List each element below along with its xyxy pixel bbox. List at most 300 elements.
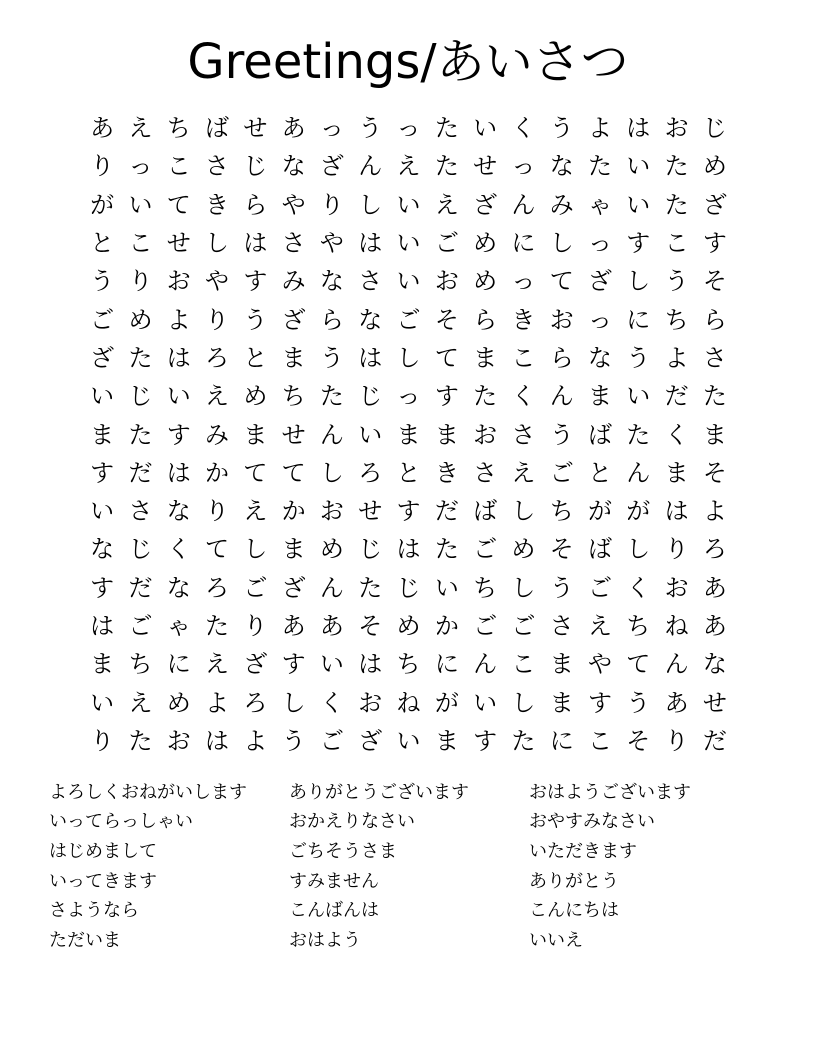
grid-cell: た — [511, 726, 536, 755]
grid-cell: う — [664, 267, 689, 296]
grid-cell: ま — [281, 535, 306, 564]
grid-cell: そ — [434, 305, 459, 334]
grid-cell: た — [626, 420, 651, 449]
word-list-item: いってきます — [49, 870, 157, 892]
grid-row — [83, 454, 734, 492]
grid-cell: い — [90, 382, 115, 411]
grid-cell: あ — [281, 612, 306, 640]
grid-cell: た — [128, 343, 153, 372]
grid-cell: っ — [396, 382, 421, 411]
grid-cell: せ — [702, 688, 727, 717]
grid-cell: う — [626, 343, 651, 372]
grid-cell: み — [281, 267, 306, 296]
grid-cell: さ — [511, 420, 536, 449]
grid-cell: す — [473, 726, 498, 755]
grid-cell: め — [473, 229, 498, 258]
grid-cell: た — [473, 382, 498, 411]
grid-cell: た — [128, 726, 153, 755]
grid-cell: ご — [434, 229, 459, 258]
grid-cell: す — [396, 497, 421, 526]
grid-cell: そ — [626, 726, 651, 755]
grid-cell: う — [358, 114, 383, 143]
grid-cell: せ — [358, 497, 383, 526]
grid-row — [83, 262, 734, 300]
grid-cell: か — [434, 612, 459, 640]
grid-row — [83, 377, 734, 415]
grid-cell: じ — [128, 382, 153, 411]
grid-cell: さ — [702, 343, 727, 372]
grid-cell: ご — [396, 305, 421, 334]
grid-cell: と — [243, 343, 268, 372]
word-list-row — [49, 808, 769, 838]
grid-cell: り — [90, 152, 115, 181]
grid-cell: え — [243, 497, 268, 526]
grid-cell: に — [434, 650, 459, 679]
grid-cell: り — [205, 305, 230, 334]
grid-cell: ら — [702, 305, 727, 334]
grid-cell: っ — [511, 152, 536, 181]
grid-cell: や — [281, 190, 306, 219]
grid-cell: そ — [549, 535, 574, 564]
grid-cell: す — [434, 382, 459, 411]
grid-cell: う — [626, 688, 651, 717]
grid-cell: い — [396, 229, 421, 258]
grid-cell: こ — [511, 343, 536, 372]
grid-cell: ご — [243, 573, 268, 602]
grid-cell: ま — [664, 458, 689, 487]
word-list-row — [49, 926, 769, 956]
grid-cell: お — [664, 573, 689, 602]
grid-cell: す — [166, 420, 191, 449]
grid-cell: す — [90, 573, 115, 602]
grid-cell: い — [396, 726, 421, 755]
grid-cell: し — [358, 190, 383, 219]
grid-cell: た — [205, 612, 230, 640]
grid-cell: お — [434, 267, 459, 296]
grid-cell: た — [434, 152, 459, 181]
grid-cell: う — [90, 267, 115, 296]
grid-cell: ろ — [358, 458, 383, 487]
grid-cell: じ — [358, 382, 383, 411]
grid-cell: く — [511, 382, 536, 411]
grid-cell: お — [549, 305, 574, 334]
grid-cell: や — [588, 650, 612, 679]
grid-cell: う — [319, 343, 344, 372]
grid-cell: は — [664, 497, 689, 526]
grid-cell: た — [128, 420, 153, 449]
grid-cell: ん — [319, 420, 344, 449]
grid-row — [83, 300, 734, 338]
grid-cell: ち — [473, 573, 498, 602]
grid-cell: え — [396, 152, 421, 181]
grid-cell: そ — [702, 458, 727, 487]
grid-cell: く — [511, 114, 536, 143]
grid-cell: さ — [128, 497, 153, 526]
grid-cell: り — [205, 497, 230, 526]
grid-cell: り — [243, 612, 268, 640]
grid-cell: う — [549, 420, 574, 449]
grid-cell: ま — [702, 420, 727, 449]
grid-cell: あ — [702, 612, 727, 640]
word-list-item: すみません — [289, 870, 379, 892]
grid-cell: せ — [281, 420, 306, 449]
grid-cell: み — [549, 190, 574, 219]
page-title: Greetings/あいさつ — [187, 34, 629, 90]
grid-row — [83, 683, 734, 721]
grid-cell: い — [166, 382, 191, 411]
grid-cell: ち — [166, 114, 191, 143]
grid-row — [83, 339, 734, 377]
grid-cell: ご — [511, 612, 536, 640]
grid-cell: ん — [511, 190, 536, 219]
grid-row — [83, 415, 734, 453]
grid-cell: い — [626, 152, 651, 181]
word-list-item: さようなら — [49, 900, 139, 922]
grid-row — [83, 607, 734, 645]
grid-cell: し — [549, 229, 574, 258]
grid-cell: ん — [549, 382, 574, 411]
grid-cell: あ — [702, 573, 727, 602]
grid-cell: お — [358, 688, 383, 717]
grid-cell: ろ — [243, 688, 268, 717]
grid-cell: さ — [473, 458, 498, 487]
grid-cell: ま — [434, 420, 459, 449]
grid-cell: く — [319, 688, 344, 717]
grid-cell: め — [702, 152, 727, 181]
grid-cell: ざ — [243, 650, 268, 679]
word-list-item: ありがとうございます — [289, 781, 469, 803]
grid-cell: よ — [205, 688, 230, 717]
grid-cell: ご — [473, 535, 498, 564]
grid-cell: ろ — [205, 573, 230, 602]
grid-cell: ざ — [281, 305, 306, 334]
grid-cell: か — [281, 497, 306, 526]
grid-cell: て — [166, 190, 191, 219]
grid-row — [83, 224, 734, 262]
grid-cell: た — [319, 382, 344, 411]
grid-cell: ば — [588, 420, 612, 449]
grid-cell: め — [396, 612, 421, 640]
grid-cell: ざ — [702, 190, 727, 219]
grid-cell: や — [319, 229, 344, 258]
grid-cell: は — [358, 229, 383, 258]
grid-cell: り — [128, 267, 153, 296]
letter-grid — [83, 109, 734, 760]
grid-cell: な — [281, 152, 306, 181]
grid-cell: に — [549, 726, 574, 755]
grid-cell: さ — [549, 612, 574, 640]
grid-cell: よ — [702, 497, 727, 526]
grid-cell: お — [473, 420, 498, 449]
grid-cell: み — [205, 420, 230, 449]
grid-cell: し — [511, 573, 536, 602]
grid-row — [83, 722, 734, 760]
grid-cell: ら — [473, 305, 498, 334]
grid-cell: え — [511, 458, 536, 487]
grid-cell: な — [90, 535, 115, 564]
grid-cell: し — [281, 688, 306, 717]
grid-cell: ざ — [588, 267, 612, 296]
grid-cell: は — [626, 114, 651, 143]
grid-cell: い — [626, 190, 651, 219]
grid-cell: ら — [319, 305, 344, 334]
grid-cell: え — [128, 688, 153, 717]
grid-cell: ろ — [702, 535, 727, 564]
grid-cell: ざ — [90, 343, 115, 372]
word-list-item: ありがとう — [529, 870, 619, 892]
grid-row — [83, 147, 734, 185]
grid-cell: ご — [128, 612, 153, 640]
grid-cell: い — [626, 382, 651, 411]
word-list-item: こんばんは — [289, 900, 379, 922]
grid-cell: く — [664, 420, 689, 449]
grid-cell: さ — [205, 152, 230, 181]
grid-cell: ご — [319, 726, 344, 755]
grid-cell: ざ — [319, 152, 344, 181]
grid-cell: そ — [702, 267, 727, 296]
grid-cell: っ — [588, 305, 612, 334]
word-list-item: いただきます — [529, 840, 637, 862]
grid-cell: よ — [166, 305, 191, 334]
word-list-item: ただいま — [49, 929, 121, 951]
grid-cell: じ — [702, 114, 727, 143]
grid-cell: よ — [664, 343, 689, 372]
grid-cell: じ — [396, 573, 421, 602]
word-list-item: いってらっしゃい — [49, 811, 193, 833]
grid-cell: か — [205, 458, 230, 487]
grid-cell: き — [511, 305, 536, 334]
grid-cell: し — [243, 535, 268, 564]
grid-cell: じ — [243, 152, 268, 181]
grid-cell: さ — [358, 267, 383, 296]
grid-cell: お — [319, 497, 344, 526]
grid-cell: く — [166, 535, 191, 564]
grid-cell: す — [243, 267, 268, 296]
word-list-item: おかえりなさい — [289, 811, 415, 833]
grid-row — [83, 530, 734, 568]
grid-cell: は — [166, 458, 191, 487]
grid-cell: ち — [128, 650, 153, 679]
grid-cell: い — [434, 573, 459, 602]
grid-cell: っ — [588, 229, 612, 258]
grid-cell: ご — [588, 573, 612, 602]
word-list — [49, 778, 769, 956]
word-list-row — [49, 867, 769, 897]
grid-cell: は — [396, 535, 421, 564]
grid-cell: め — [128, 305, 153, 334]
grid-cell: こ — [664, 229, 689, 258]
grid-row — [83, 645, 734, 683]
grid-cell: と — [588, 458, 612, 487]
grid-cell: ま — [549, 650, 574, 679]
grid-cell: お — [664, 114, 689, 143]
grid-cell: き — [205, 190, 230, 219]
grid-cell: し — [511, 688, 536, 717]
grid-cell: す — [281, 650, 306, 679]
grid-row — [83, 186, 734, 224]
grid-cell: ろ — [205, 343, 230, 372]
grid-cell: し — [511, 497, 536, 526]
grid-cell: こ — [511, 650, 536, 679]
grid-cell: い — [396, 190, 421, 219]
grid-cell: あ — [281, 114, 306, 143]
grid-cell: り — [664, 726, 689, 755]
grid-cell: め — [511, 535, 536, 564]
grid-cell: ご — [549, 458, 574, 487]
grid-cell: ざ — [281, 573, 306, 602]
grid-cell: う — [281, 726, 306, 755]
grid-cell: い — [128, 190, 153, 219]
grid-cell: お — [166, 726, 191, 755]
grid-cell: ま — [243, 420, 268, 449]
grid-cell: ま — [549, 688, 574, 717]
word-list-item: よろしくおねがいします — [49, 781, 247, 803]
grid-cell: だ — [128, 573, 153, 602]
grid-cell: が — [434, 688, 459, 717]
grid-cell: て — [281, 458, 306, 487]
word-list-item: おはようございます — [529, 781, 691, 803]
grid-cell: ね — [396, 688, 421, 717]
word-list-item: はじめまして — [49, 840, 157, 862]
grid-cell: た — [434, 114, 459, 143]
grid-cell: そ — [358, 612, 383, 640]
grid-cell: め — [243, 382, 268, 411]
grid-cell: が — [626, 497, 651, 526]
grid-cell: な — [166, 497, 191, 526]
grid-cell: に — [166, 650, 191, 679]
grid-cell: ま — [90, 420, 115, 449]
grid-cell: ま — [588, 382, 612, 411]
grid-cell: め — [166, 688, 191, 717]
grid-cell: き — [434, 458, 459, 487]
grid-cell: お — [166, 267, 191, 296]
grid-cell: た — [664, 190, 689, 219]
grid-cell: ち — [549, 497, 574, 526]
grid-cell: え — [205, 382, 230, 411]
grid-cell: い — [396, 267, 421, 296]
grid-cell: た — [588, 152, 612, 181]
grid-cell: ざ — [358, 726, 383, 755]
grid-cell: め — [473, 267, 498, 296]
grid-cell: だ — [128, 458, 153, 487]
grid-cell: ゃ — [588, 190, 612, 219]
grid-cell: す — [626, 229, 651, 258]
grid-cell: よ — [588, 114, 612, 143]
grid-cell: せ — [243, 114, 268, 143]
grid-cell: は — [90, 612, 115, 640]
grid-cell: よ — [243, 726, 268, 755]
grid-cell: あ — [664, 688, 689, 717]
grid-cell: は — [166, 343, 191, 372]
grid-cell: だ — [434, 497, 459, 526]
grid-cell: は — [243, 229, 268, 258]
grid-cell: な — [702, 650, 727, 679]
grid-cell: た — [664, 152, 689, 181]
word-list-row — [49, 896, 769, 926]
grid-cell: ん — [358, 152, 383, 181]
grid-cell: ち — [664, 305, 689, 334]
grid-cell: な — [588, 343, 612, 372]
grid-cell: す — [588, 688, 612, 717]
grid-cell: さ — [281, 229, 306, 258]
grid-cell: こ — [128, 229, 153, 258]
grid-cell: り — [664, 535, 689, 564]
grid-cell: だ — [702, 726, 727, 755]
grid-cell: り — [90, 726, 115, 755]
grid-cell: い — [90, 497, 115, 526]
word-list-row — [49, 837, 769, 867]
grid-cell: た — [702, 382, 727, 411]
grid-cell: は — [358, 343, 383, 372]
grid-cell: じ — [358, 535, 383, 564]
grid-cell: せ — [473, 152, 498, 181]
grid-cell: え — [588, 612, 612, 640]
grid-cell: い — [473, 688, 498, 717]
grid-cell: ば — [473, 497, 498, 526]
word-list-item: こんにちは — [529, 900, 619, 922]
grid-cell: が — [588, 497, 612, 526]
grid-cell: う — [549, 114, 574, 143]
grid-cell: め — [319, 535, 344, 564]
grid-cell: ま — [396, 420, 421, 449]
grid-cell: な — [166, 573, 191, 602]
grid-row — [83, 492, 734, 530]
grid-cell: に — [511, 229, 536, 258]
grid-cell: ざ — [473, 190, 498, 219]
grid-cell: な — [319, 267, 344, 296]
grid-cell: す — [90, 458, 115, 487]
grid-cell: し — [626, 267, 651, 296]
grid-cell: な — [549, 152, 574, 181]
grid-cell: て — [434, 343, 459, 372]
grid-cell: せ — [166, 229, 191, 258]
grid-cell: ち — [626, 612, 651, 640]
word-list-item: おはよう — [289, 929, 361, 951]
grid-cell: く — [626, 573, 651, 602]
grid-cell: あ — [319, 612, 344, 640]
grid-cell: ご — [473, 612, 498, 640]
grid-row — [83, 109, 734, 147]
grid-cell: し — [396, 343, 421, 372]
grid-cell: え — [128, 114, 153, 143]
grid-cell: ち — [396, 650, 421, 679]
grid-cell: に — [626, 305, 651, 334]
grid-cell: こ — [166, 152, 191, 181]
grid-cell: ゃ — [166, 612, 191, 640]
grid-cell: ま — [473, 343, 498, 372]
grid-cell: じ — [128, 535, 153, 564]
grid-cell: ば — [588, 535, 612, 564]
grid-cell: り — [319, 190, 344, 219]
grid-cell: な — [358, 305, 383, 334]
grid-cell: し — [319, 458, 344, 487]
grid-cell: ま — [434, 726, 459, 755]
grid-cell: ん — [319, 573, 344, 602]
grid-cell: は — [205, 726, 230, 755]
grid-cell: い — [358, 420, 383, 449]
grid-cell: て — [626, 650, 651, 679]
word-list-item: おやすみなさい — [529, 811, 655, 833]
grid-cell: ご — [90, 305, 115, 334]
grid-cell: ま — [90, 650, 115, 679]
grid-cell: あ — [90, 114, 115, 143]
grid-cell: や — [205, 267, 230, 296]
grid-cell: と — [396, 458, 421, 487]
grid-cell: っ — [511, 267, 536, 296]
grid-cell: い — [319, 650, 344, 679]
grid-cell: う — [549, 573, 574, 602]
grid-cell: ね — [664, 612, 689, 640]
